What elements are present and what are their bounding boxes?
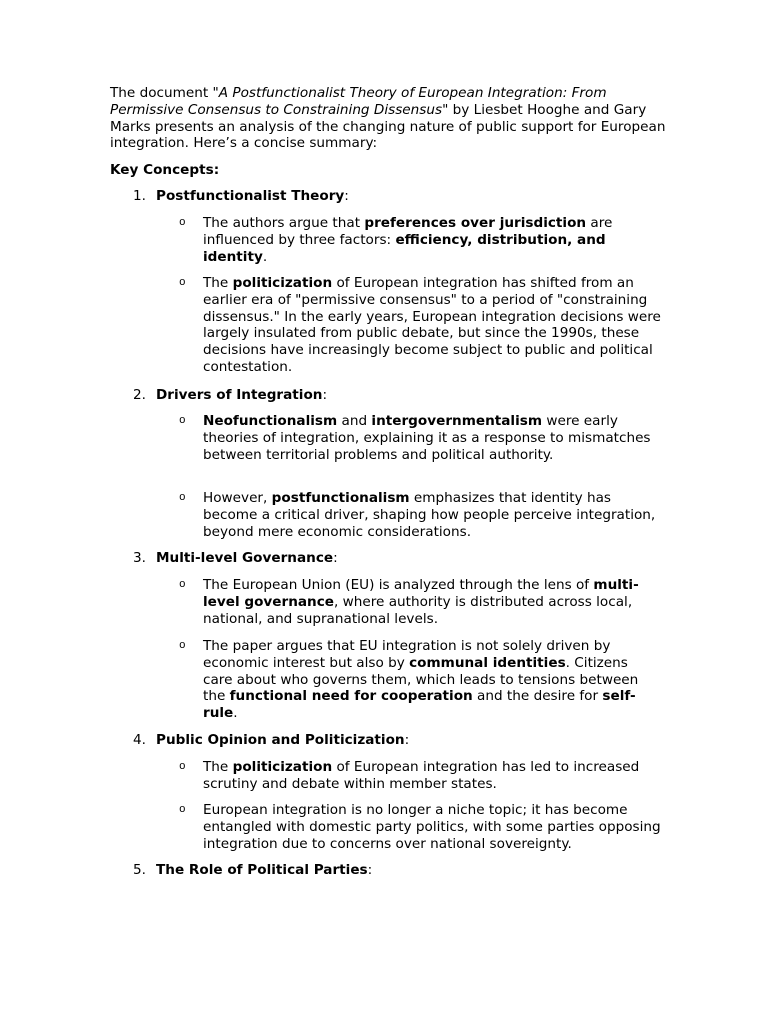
bullet-item: o European integration is no longer a niche topic; it has become entangled with domestic party politics, with some parties opposing integration due to concerns over national sovereignty.	[179, 802, 661, 852]
section-heading	[133, 732, 693, 749]
section-title: Public Opinion and Politicization	[156, 732, 405, 748]
section-number: 5.	[133, 862, 146, 878]
section-colon: :	[404, 732, 410, 748]
section-colon: :	[322, 387, 328, 403]
section-multi-level-governance	[133, 550, 693, 567]
intro-text: The document "	[110, 85, 219, 101]
section-colon: :	[367, 862, 373, 878]
section-number: 1.	[133, 188, 146, 204]
section-heading	[133, 550, 693, 567]
bullet-marker: o	[179, 579, 186, 591]
section-title: Multi-level Governance	[156, 550, 334, 566]
bullet-marker: o	[179, 277, 186, 289]
document-title: A Postfunctionalist Theory of European Integration: From Permissive Consensus to Constraining Dissensus	[110, 85, 607, 118]
bullet-item: o However, postfunctionalism emphasizes that identity has become a critical driver, shaping how people perceive integration, beyond mere economic considerations.	[179, 490, 656, 540]
section-heading	[133, 188, 693, 205]
section-number: 2.	[133, 387, 146, 403]
intro-paragraph	[110, 85, 670, 152]
section-number: 3.	[133, 550, 146, 566]
bullet-item: o Neofunctionalism and intergovernmentalism were early theories of integration, explaining it as a response to mismatches between territorial problems and political authority.	[179, 413, 651, 463]
section-title: Drivers of Integration	[156, 387, 323, 403]
section-heading	[133, 387, 693, 404]
section-public-opinion	[133, 732, 693, 749]
bullet-marker: o	[179, 217, 186, 229]
section-postfunctionalist-theory	[133, 188, 693, 205]
bullet-marker: o	[179, 761, 186, 773]
section-colon: :	[344, 188, 349, 204]
bullet-marker: o	[179, 804, 186, 816]
bullet-marker: o	[179, 415, 186, 427]
intro-text: " by Liesbet Hooghe and Gary Marks presents an analysis of the changing nature of public support for European integration. Here’s a concise summary:	[110, 101, 666, 152]
bullet-marker: o	[179, 492, 186, 504]
bullet-item: o The European Union (EU) is analyzed through the lens of multi-level governance, where authority is distributed across local, national, and supranational levels.	[179, 577, 639, 627]
bullet-item: o The politicization of European integration has shifted from an earlier era of "permissive consensus" to a period of "constraining dissensus." In the early years, European integration decisions were largely insulated from public debate, but since the 1990s, these decisions have increasingly become subject to public and political contestation.	[179, 275, 661, 375]
bullet-item: o The authors argue that preferences over jurisdiction are influenced by three factors: efficiency, distribution, and identity.	[179, 215, 613, 265]
section-title: The Role of Political Parties	[156, 862, 368, 878]
section-heading	[133, 862, 693, 879]
section-colon: :	[333, 550, 338, 566]
bullet-item: o The politicization of European integration has led to increased scrutiny and debate within member states.	[179, 759, 640, 792]
section-title: Postfunctionalist Theory	[156, 188, 345, 204]
bullet-item: o The paper argues that EU integration is not solely driven by economic interest but also by communal identities. Citizens care about who governs them, which leads to tensions between the functional need for cooperation and the desire for self-rule.	[179, 638, 639, 722]
section-drivers-of-integration	[133, 387, 693, 404]
bullet-marker: o	[179, 640, 186, 652]
section-political-parties	[133, 862, 693, 879]
key-concepts-heading: Key Concepts:	[110, 162, 220, 178]
section-number: 4.	[133, 732, 146, 748]
